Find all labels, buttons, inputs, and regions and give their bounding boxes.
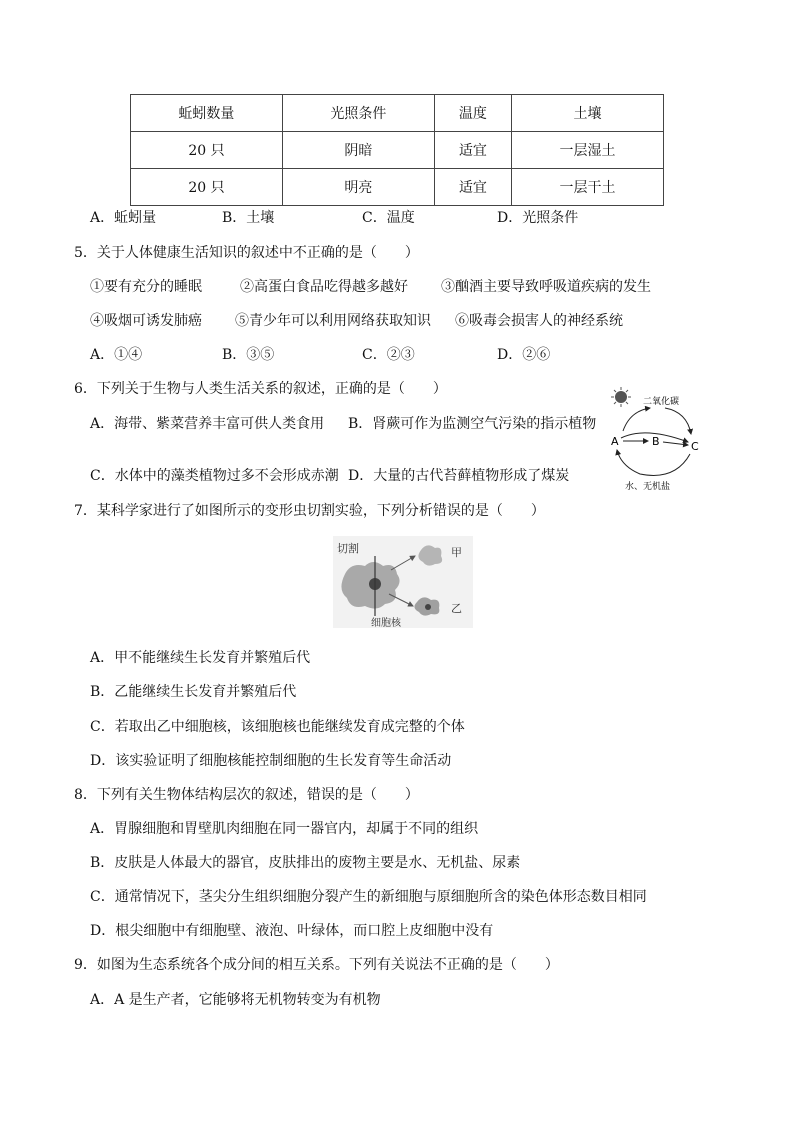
q5-stem: 5．关于人体健康生活知识的叙述中不正确的是（ ）	[74, 245, 419, 261]
q6-option-d: D．大量的古代苔藓植物形成了煤炭	[348, 468, 570, 484]
q7-stem: 7．某科学家进行了如图所示的变形虫切割实验，下列分析错误的是（ ）	[74, 503, 545, 519]
q9-option-a: A．A 是生产者，它能够将无机物转变为有机物	[90, 992, 381, 1008]
nucleus-label: 细胞核	[371, 618, 401, 628]
part-jia-label: 甲	[451, 546, 462, 559]
table-header-cell: 蚯蚓数量	[131, 95, 283, 132]
q5-item: ①要有充分的睡眠	[90, 279, 202, 295]
q5-item: ⑤青少年可以利用网络获取知识	[235, 313, 431, 329]
table-cell: 20 只	[131, 169, 283, 206]
amoeba-figure	[333, 536, 473, 628]
water-salt-label: 水、无机盐	[625, 482, 671, 492]
node-c: C	[691, 440, 699, 453]
table-header-cell: 光照条件	[282, 95, 434, 132]
q5-item: ②高蛋白食品吃得越多越好	[240, 279, 408, 295]
part-yi-label: 乙	[451, 602, 462, 615]
table-cell: 一层干土	[512, 169, 664, 206]
q8-option-b: B．皮肤是人体最大的器官，皮肤排出的废物主要是水、无机盐、尿素	[90, 855, 521, 871]
ecosystem-diagram	[605, 386, 705, 496]
table-cell: 20 只	[131, 132, 283, 169]
table-header-cell: 温度	[434, 95, 511, 132]
q7-option-d: D．该实验证明了细胞核能控制细胞的生长发育等生命活动	[90, 753, 452, 769]
co2-label: 二氧化碳	[643, 397, 680, 407]
q5-item: ③酗酒主要导致呼吸道疾病的发生	[441, 279, 651, 295]
node-a: A	[611, 435, 619, 448]
q9-stem: 9．如图为生态系统各个成分间的相互关系。下列有关说法不正确的是（ ）	[74, 957, 559, 973]
q7-option-b: B．乙能继续生长发育并繁殖后代	[90, 684, 297, 700]
q6-option-b: B．肾蕨可作为监测空气污染的指示植物	[348, 416, 597, 432]
table-cell: 阴暗	[282, 132, 434, 169]
table-row	[131, 132, 664, 169]
sun-icon	[611, 387, 631, 407]
q6-option-c: C．水体中的藻类植物过多不会形成赤潮	[90, 468, 339, 484]
table-row	[131, 169, 664, 206]
table-header-row	[131, 95, 664, 132]
cut-label: 切割	[337, 542, 359, 555]
q6-option-a: A．海带、紫菜营养丰富可供人类食用	[90, 416, 325, 432]
q5-option-c: C．②③	[362, 347, 415, 363]
q5-item: ⑥吸毒会损害人的神经系统	[455, 313, 623, 329]
q4-option-d: D．光照条件	[497, 210, 579, 226]
table-cell: 明亮	[282, 169, 434, 206]
table-cell: 适宜	[434, 132, 511, 169]
table-cell: 一层湿土	[512, 132, 664, 169]
q5-option-b: B．③⑤	[222, 347, 275, 363]
experiment-table	[130, 94, 664, 206]
q7-option-a: A．甲不能继续生长发育并繁殖后代	[90, 650, 311, 666]
q7-option-c: C．若取出乙中细胞核，该细胞核也能继续发育成完整的个体	[90, 719, 465, 735]
table-cell: 适宜	[434, 169, 511, 206]
q8-option-d: D．根尖细胞中有细胞壁、液泡、叶绿体，而口腔上皮细胞中没有	[90, 923, 494, 939]
q6-stem: 6．下列关于生物与人类生活关系的叙述，正确的是（ ）	[74, 381, 447, 397]
q4-option-a: A．蚯蚓量	[90, 210, 157, 226]
q4-option-b: B．土壤	[222, 210, 275, 226]
q5-option-d: D．②⑥	[497, 347, 551, 363]
q8-option-a: A．胃腺细胞和胃壁肌肉细胞在同一器官内，却属于不同的组织	[90, 821, 479, 837]
table-header-cell: 土壤	[512, 95, 664, 132]
q8-stem: 8．下列有关生物体结构层次的叙述，错误的是（ ）	[74, 787, 419, 803]
q8-option-c: C．通常情况下，茎尖分生组织细胞分裂产生的新细胞与原细胞所含的染色体形态数目相同	[90, 889, 647, 905]
q5-item: ④吸烟可诱发肺癌	[90, 313, 202, 329]
q4-option-c: C．温度	[362, 210, 415, 226]
q5-option-a: A．①④	[90, 347, 143, 363]
node-b: B	[652, 435, 660, 448]
